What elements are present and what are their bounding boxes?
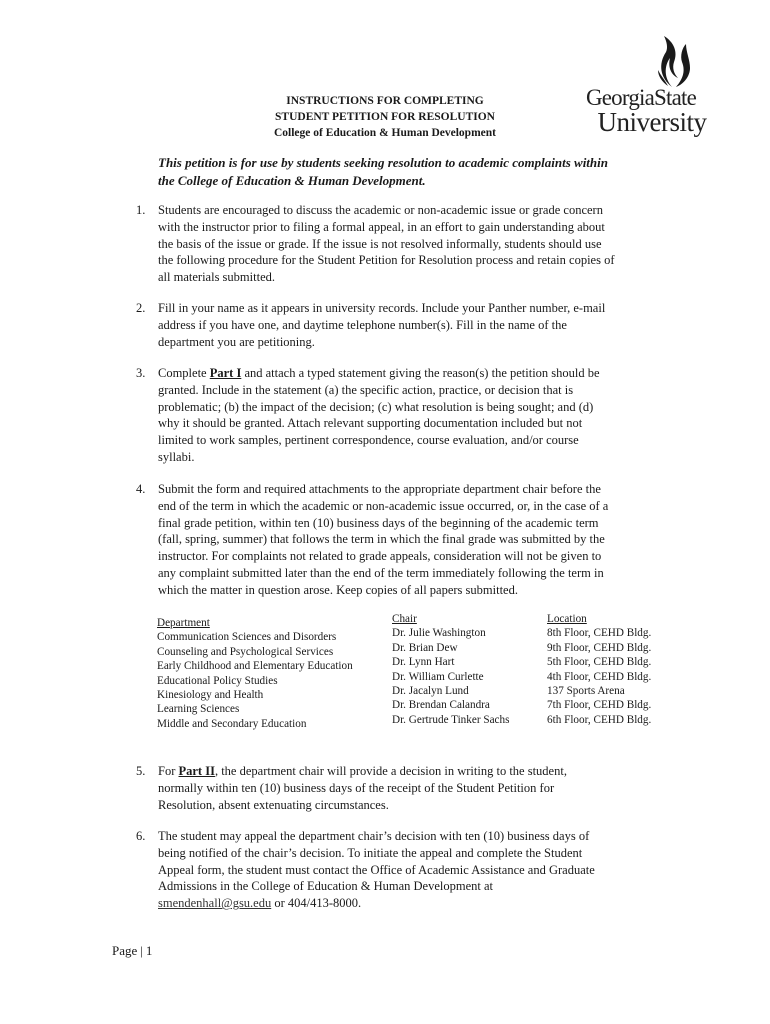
item-line xyxy=(158,895,672,912)
item-text: Complete xyxy=(158,366,210,380)
location-cell: 137 Sports Arena xyxy=(547,685,625,698)
logo-text-university: University xyxy=(597,107,707,137)
item-line: problematic; (b) the impact of the decision; (c) what resolution is being sought; and (d) xyxy=(158,399,594,414)
item-line: Students are encouraged to discuss the academic or non-academic issue or grade concern xyxy=(158,203,603,217)
item-number: 5. xyxy=(136,764,146,778)
intro-statement xyxy=(158,154,678,190)
header-line-3: College of Education & Human Development xyxy=(273,127,496,139)
item-line: which the matter in question arose. Keep copies of all papers submitted. xyxy=(158,582,518,597)
page-label: Page xyxy=(112,943,138,958)
flame-icon xyxy=(652,34,692,88)
item-line: address if you have one, and daytime telephone number(s). Fill in the name of the xyxy=(158,317,567,332)
item-line xyxy=(158,763,672,780)
chair-cell: Dr. Gertrude Tinker Sachs xyxy=(392,713,510,726)
logo-text-georgia-state: GeorgiaState xyxy=(585,85,697,110)
intro-line-2: the College of Education & Human Development. xyxy=(158,173,426,188)
department-header: Department xyxy=(157,617,210,629)
document-header xyxy=(240,93,530,141)
item-line: normally within ten (10) business days of the receipt of the Student Petition for xyxy=(158,780,555,795)
email-link[interactable]: smendenhall@gsu.edu xyxy=(158,896,272,911)
item-line: any complaint submitted later than the end of the term immediately following the term in xyxy=(158,565,604,580)
location-cell: 5th Floor, CEHD Bldg. xyxy=(547,656,652,669)
item-line xyxy=(158,365,672,382)
chair-column xyxy=(392,612,509,727)
item-line: department you are petitioning. xyxy=(158,334,315,349)
item-number: 3. xyxy=(136,366,146,380)
item-line: (fall, spring, summer) that follows the term in which the final grade was submitted by the xyxy=(158,532,605,547)
department-cell: Communication Sciences and Disorders xyxy=(157,631,337,644)
department-cell: Learning Sciences xyxy=(157,703,240,716)
item-line: Resolution, absent extenuating circumstances. xyxy=(158,797,389,812)
item-line: syllabi. xyxy=(158,449,195,464)
item-line: the basis of the issue or grade. If the issue is not resolved informally, students should use xyxy=(158,236,602,251)
item-line: Admissions in the College of Education & Human Development at xyxy=(158,879,494,894)
item-line: granted. Include in the statement (a) the specific action, practice, or decision that is xyxy=(158,382,574,397)
item-line: limited to work samples, pertinent correspondence, course evaluation, and/or course xyxy=(158,433,579,448)
department-column xyxy=(157,616,353,731)
location-cell: 4th Floor, CEHD Bldg. xyxy=(547,670,652,683)
chair-cell: Dr. Lynn Hart xyxy=(392,656,455,669)
location-header: Location xyxy=(547,613,587,625)
page-separator: | xyxy=(140,943,143,958)
item-line: all materials submitted. xyxy=(158,270,275,285)
chair-cell: Dr. Brendan Calandra xyxy=(392,699,490,712)
department-cell: Early Childhood and Elementary Education xyxy=(157,660,353,673)
item-line: instructor. For complaints not related to grade appeals, consideration will not be given to xyxy=(158,549,602,564)
chair-cell: Dr. Brian Dew xyxy=(392,641,458,654)
university-logo xyxy=(574,34,708,142)
item-line: end of the term in which the academic or non-academic issue occurred, or, in the case of a xyxy=(158,498,609,513)
item-line: the following procedure for the Student Petition for Resolution process and retain copies of xyxy=(158,253,615,268)
location-cell: 7th Floor, CEHD Bldg. xyxy=(547,699,652,712)
location-cell: 6th Floor, CEHD Bldg. xyxy=(547,713,652,726)
department-cell: Counseling and Psychological Services xyxy=(157,645,334,658)
department-cell: Kinesiology and Health xyxy=(157,689,264,702)
item-number: 6. xyxy=(136,829,146,843)
part-ii-link: Part II xyxy=(178,764,215,778)
item-line: with the instructor prior to filing a formal appeal, in an effort to gain understanding about xyxy=(158,219,605,234)
item-number: 4. xyxy=(136,482,146,496)
location-cell: 9th Floor, CEHD Bldg. xyxy=(547,641,652,654)
header-line-2: STUDENT PETITION FOR RESOLUTION xyxy=(275,111,495,123)
department-cell: Educational Policy Studies xyxy=(157,674,278,687)
part-i-link: Part I xyxy=(209,366,242,380)
item-text: , the department chair will provide a decision in writing to the student, xyxy=(214,764,567,778)
item-line: The student may appeal the department chair’s decision with ten (10) business days of xyxy=(158,829,590,843)
item-line: Submit the form and required attachments to the appropriate department chair before the xyxy=(158,482,601,496)
item-number: 1. xyxy=(136,203,146,217)
location-column xyxy=(547,612,651,727)
item-text: For xyxy=(158,764,179,778)
item-line: Fill in your name as it appears in university records. Include your Panther number, e-mail xyxy=(158,301,606,315)
item-line: final grade petition, within ten (10) business days of the beginning of the academic term xyxy=(158,515,599,530)
location-cell: 8th Floor, CEHD Bldg. xyxy=(547,627,652,640)
department-cell: Middle and Secondary Education xyxy=(157,717,307,730)
item-line: being notified of the chair’s decision. To initiate the appeal and complete the Student xyxy=(158,845,583,860)
chair-header: Chair xyxy=(392,613,417,625)
item-line: why it should be granted. Attach relevant supporting documentation included but not xyxy=(158,416,583,431)
chair-cell: Dr. William Curlette xyxy=(392,670,484,683)
item-number: 2. xyxy=(136,301,146,315)
page-footer xyxy=(112,942,152,960)
item-line: Appeal form, the student must contact the Office of Academic Assistance and Graduate xyxy=(158,862,595,877)
chair-cell: Dr. Julie Washington xyxy=(392,627,486,640)
item-text: and attach a typed statement giving the reason(s) the petition should be xyxy=(241,366,600,380)
page-number: 1 xyxy=(145,943,153,958)
item-text: or 404/413-8000. xyxy=(271,896,362,911)
intro-line-1: This petition is for use by students seeking resolution to academic complaints within xyxy=(158,155,608,170)
chair-cell: Dr. Jacalyn Lund xyxy=(392,685,469,698)
header-line-1: INSTRUCTIONS FOR COMPLETING xyxy=(286,95,484,107)
